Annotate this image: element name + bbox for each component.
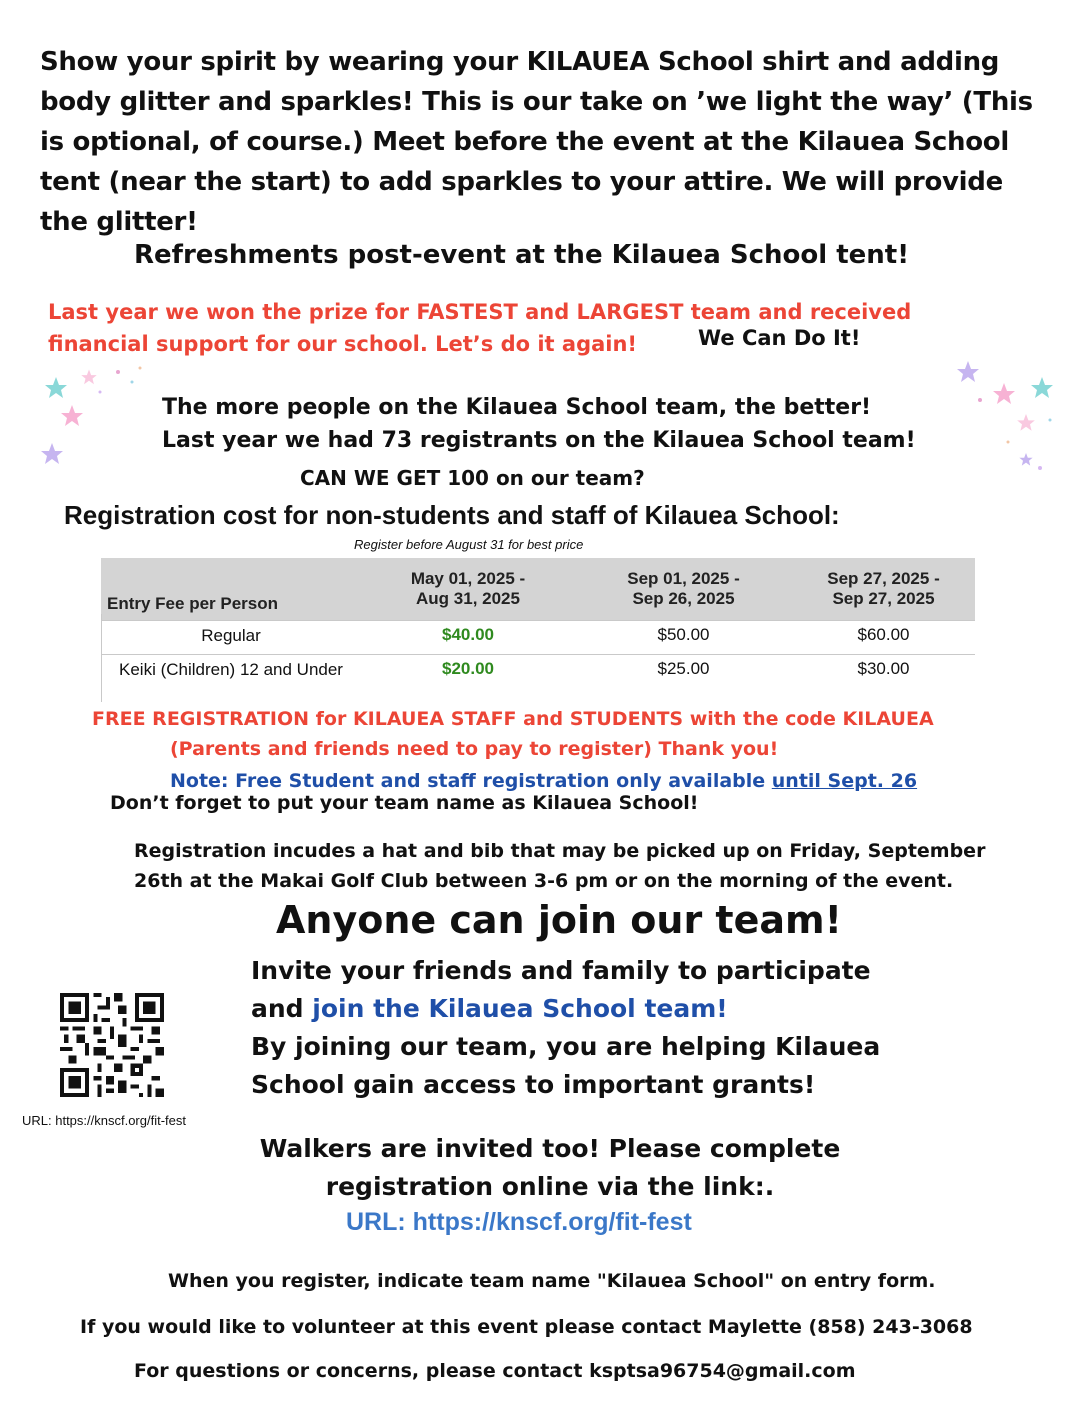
prize-line-1: Last year we won the prize for FASTEST and LARGEST team and received — [48, 300, 912, 324]
last-year-count-text: Last year we had 73 registrants on the Kilauea School team! — [162, 428, 916, 453]
refreshments-text: Refreshments post-event at the Kilauea School tent! — [134, 240, 910, 270]
questions-contact: For questions or concerns, please contact ksptsa96754@gmail.com — [134, 1360, 856, 1382]
fee-late-price: $60.00 — [792, 621, 975, 655]
fee-early-price: $20.00 — [361, 655, 575, 703]
team-name-reminder: Don’t forget to put your team name as Kilauea School! — [110, 792, 699, 814]
fee-header-mid: Sep 01, 2025 - Sep 26, 2025 — [575, 558, 792, 621]
fee-header-entry: Entry Fee per Person — [101, 558, 361, 621]
invite-text — [251, 952, 880, 1104]
walkers-text: Walkers are invited too! Please complete registration online via the link:. — [259, 1134, 841, 1201]
fee-row-label: Keiki (Children) 12 and Under — [101, 655, 361, 703]
parents-pay-text: (Parents and friends need to pay to register) Thank you! — [170, 738, 779, 760]
team-goal-text: CAN WE GET 100 on our team? — [300, 466, 645, 490]
note-prefix: Note: Free Student and staff registration only available — [170, 770, 772, 792]
registration-link[interactable]: URL: https://knscf.org/fit-fest — [346, 1208, 692, 1236]
join-team-link: join the Kilauea School team! — [312, 994, 728, 1023]
pickup-line-1: Registration incudes a hat and bib that may be picked up on Friday, September — [134, 840, 986, 862]
pickup-line-2: 26th at the Makai Golf Club between 3-6 pm or on the morning of the event. — [134, 870, 954, 892]
fee-row-label: Regular — [101, 621, 361, 655]
invite-line-2: and join the Kilauea School team! — [251, 994, 728, 1023]
qr-code-icon[interactable] — [60, 993, 164, 1097]
registration-note: Register before August 31 for best price — [354, 537, 584, 552]
volunteer-contact: If you would like to volunteer at this event please contact Maylette (858) 243-3068 — [80, 1316, 973, 1338]
fee-late-price: $30.00 — [792, 655, 975, 703]
table-row — [101, 655, 975, 703]
invite-line-4: School gain access to important grants! — [251, 1070, 816, 1099]
qr-url-caption: URL: https://knscf.org/fit-fest — [22, 1113, 186, 1128]
fee-mid-price: $25.00 — [575, 655, 792, 703]
sparkle-stars-left-icon — [40, 360, 160, 480]
invite-line-1: Invite your friends and family to participate — [251, 956, 871, 985]
sparkle-stars-right-icon — [950, 350, 1070, 490]
join-headline: Anyone can join our team! — [276, 898, 842, 942]
fee-early-price: $40.00 — [361, 621, 575, 655]
pickup-info — [134, 836, 985, 896]
fee-mid-price: $50.00 — [575, 621, 792, 655]
free-registration-text: FREE REGISTRATION for KILAUEA STAFF and STUDENTS with the code KILAUEA — [92, 708, 934, 730]
more-people-text: The more people on the Kilauea School team, the better! — [162, 395, 872, 420]
intro-spirit-text: Show your spirit by wearing your KILAUEA School shirt and adding body glitter and sparkles! This is our take on ’we light the way’ (This is optional, of course.) Meet before the event at the Kilauea School tent (near the start) to add sparkles to your attire. We will provide the glitter! — [40, 47, 1033, 237]
cheer-text: We Can Do It! — [698, 326, 861, 350]
fee-header-early: May 01, 2025 - Aug 31, 2025 — [361, 558, 575, 621]
note-deadline: until Sept. 26 — [771, 770, 918, 792]
registration-heading: Registration cost for non-students and staff of Kilauea School: — [64, 500, 840, 530]
table-row — [101, 621, 975, 655]
fee-header-late: Sep 27, 2025 - Sep 27, 2025 — [792, 558, 975, 621]
team-name-instruction: When you register, indicate team name "Kilauea School" on entry form. — [168, 1270, 936, 1292]
invite-line-3: By joining our team, you are helping Kilauea — [251, 1032, 881, 1061]
free-registration-note — [170, 770, 917, 792]
entry-fee-table — [101, 558, 975, 702]
prize-line-2: financial support for our school. Let’s do it again! — [48, 332, 637, 356]
table-divider — [101, 614, 102, 702]
